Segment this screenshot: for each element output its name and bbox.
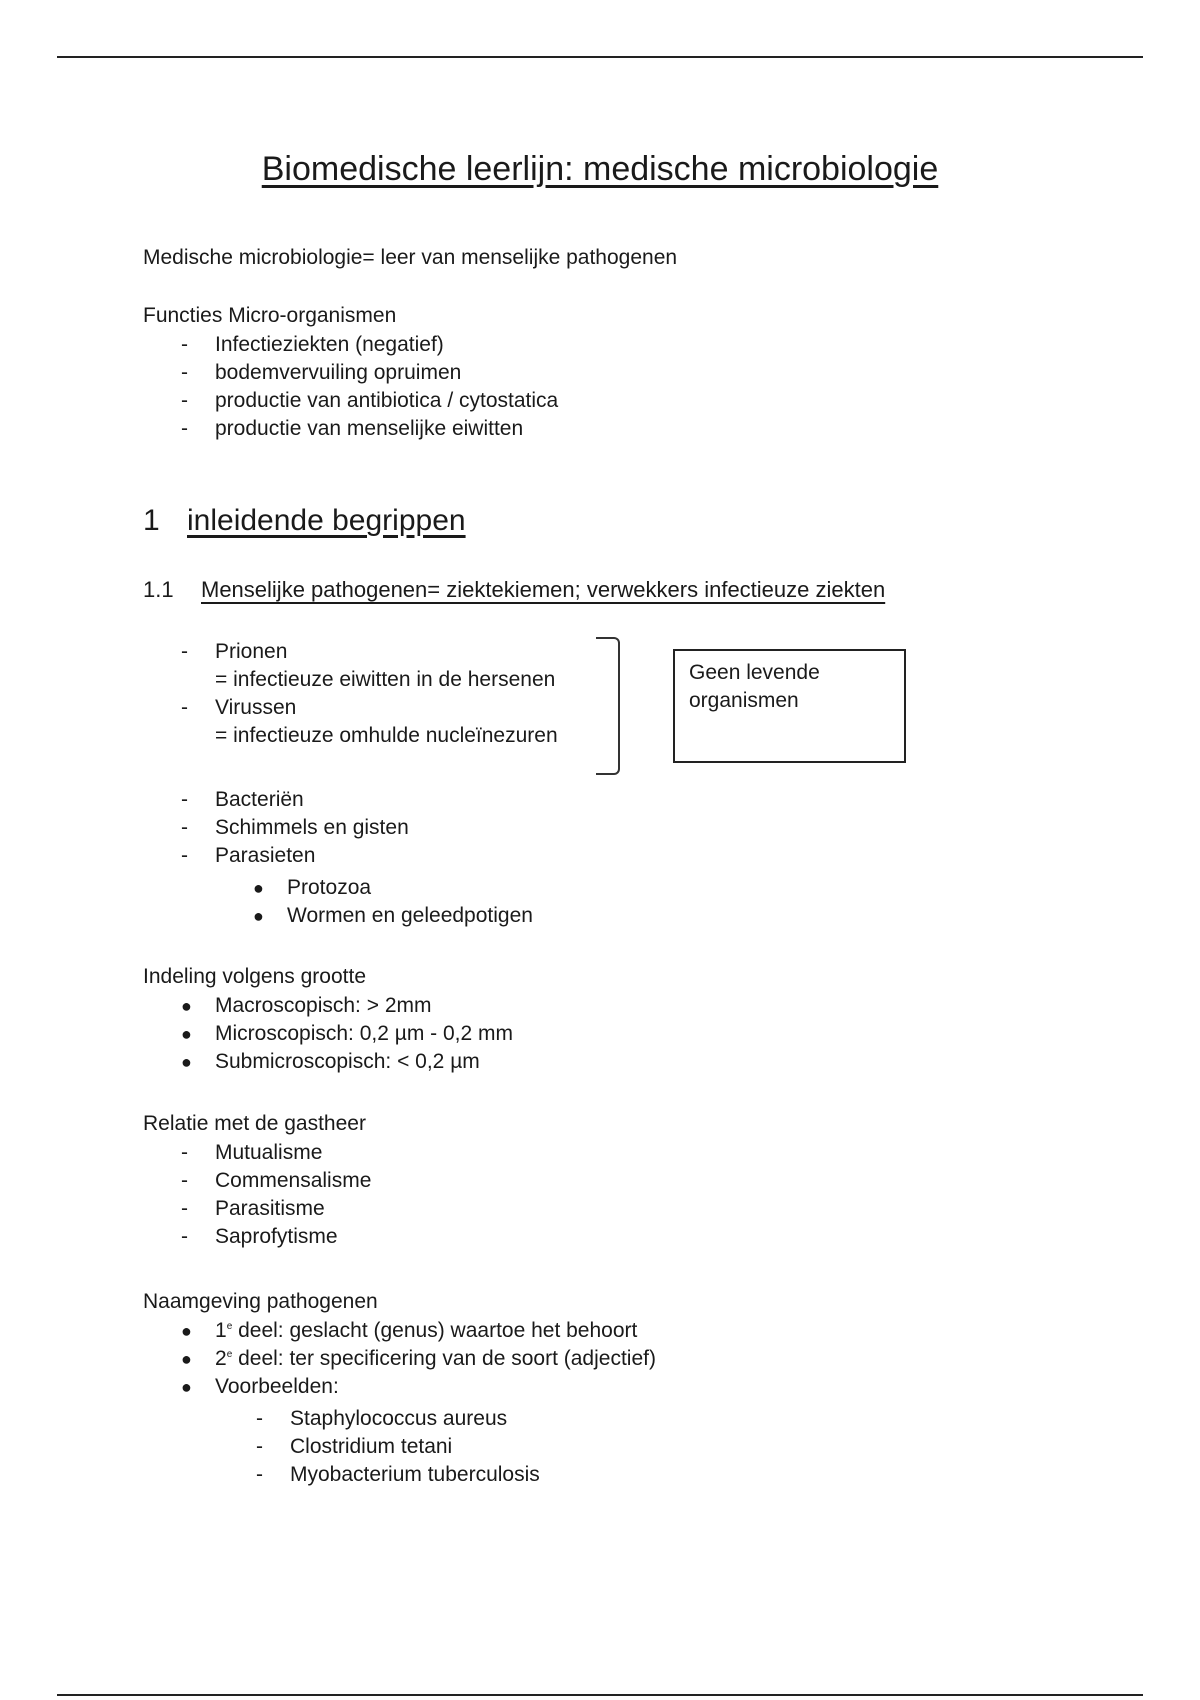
bullet-marker: ● — [181, 996, 192, 1016]
grouping-bracket — [596, 637, 620, 775]
section-heading-1-1: 1.1 Menselijke pathogenen= ziektekiemen; verwekkers infectieuze ziekten — [143, 577, 886, 602]
pathogen-list — [143, 786, 409, 870]
dash-marker: - — [181, 1197, 188, 1220]
list-item: ● 2e deel: ter specificering van de soort (adjectief) — [143, 1345, 656, 1373]
list-item: - Saprofytisme — [143, 1223, 371, 1251]
list-item: - Bacteriën — [143, 786, 409, 814]
dash-marker: - — [181, 1225, 188, 1248]
callout-box: Geen levende organismen — [673, 649, 906, 763]
list-item: - Myobacterium tuberculosis — [218, 1461, 540, 1489]
relatie-heading: Relatie met de gastheer — [143, 1112, 366, 1135]
section-heading-1: 1 inleidende begrippen — [143, 504, 466, 537]
bullet-marker: ● — [181, 1024, 192, 1044]
dash-marker: - — [181, 696, 188, 719]
naamgeving-list — [143, 1317, 656, 1401]
list-item: - Clostridium tetani — [218, 1433, 540, 1461]
list-item: - Staphylococcus aureus — [218, 1405, 540, 1433]
list-item: ● 1e deel: geslacht (genus) waartoe het behoort — [143, 1317, 656, 1345]
dash-marker: - — [181, 1141, 188, 1164]
footer-rule — [57, 1694, 1143, 1696]
list-item: ● Protozoa — [215, 874, 533, 902]
definition-text: Medische microbiologie= leer van menselijke pathogenen — [143, 246, 678, 269]
dash-marker: - — [181, 788, 188, 811]
dash-marker: - — [181, 640, 188, 663]
bullet-marker: ● — [181, 1349, 192, 1369]
parasite-sublist — [215, 874, 533, 930]
bullet-marker: ● — [253, 906, 264, 926]
dash-marker: - — [181, 333, 188, 356]
list-item-continuation: = infectieuze omhulde nucleïnezuren — [215, 724, 558, 747]
dash-marker: - — [181, 417, 188, 440]
dash-marker: - — [181, 816, 188, 839]
grootte-heading: Indeling volgens grootte — [143, 965, 366, 988]
list-item: ● Wormen en geleedpotigen — [215, 902, 533, 930]
header-rule — [57, 56, 1143, 58]
dash-marker: - — [181, 361, 188, 384]
bullet-marker: ● — [181, 1377, 192, 1397]
dash-marker: - — [181, 389, 188, 412]
page-title: Biomedische leerlijn: medische microbiologie — [261, 150, 939, 188]
list-item: ● Microscopisch: 0,2 µm - 0,2 mm — [143, 1020, 513, 1048]
bullet-marker: ● — [181, 1321, 192, 1341]
list-item: - Schimmels en gisten — [143, 814, 409, 842]
dash-marker: - — [181, 1169, 188, 1192]
list-item: - Prionen — [143, 638, 558, 666]
non-living-list — [143, 638, 558, 750]
list-item: ● Voorbeelden: — [143, 1373, 656, 1401]
grootte-list — [143, 992, 513, 1076]
list-item: - productie van antibiotica / cytostatica — [143, 387, 558, 415]
relatie-list — [143, 1139, 371, 1251]
dash-marker: - — [181, 844, 188, 867]
list-item: - Infectieziekten (negatief) — [143, 331, 558, 359]
naamgeving-heading: Naamgeving pathogenen — [143, 1290, 378, 1313]
list-item: - Virussen — [143, 694, 558, 722]
list-item: - Parasieten — [143, 842, 409, 870]
dash-marker: - — [256, 1407, 263, 1430]
list-item: - productie van menselijke eiwitten — [143, 415, 558, 443]
dash-marker: - — [256, 1463, 263, 1486]
list-item: ● Submicroscopisch: < 0,2 µm — [143, 1048, 513, 1076]
list-item: - Parasitisme — [143, 1195, 371, 1223]
list-item: - Commensalisme — [143, 1167, 371, 1195]
dash-marker: - — [256, 1435, 263, 1458]
functies-list — [143, 331, 558, 443]
list-item-continuation: = infectieuze eiwitten in de hersenen — [215, 668, 556, 691]
bullet-marker: ● — [181, 1052, 192, 1072]
examples-list — [218, 1405, 540, 1489]
list-item: - bodemvervuiling opruimen — [143, 359, 558, 387]
functies-heading: Functies Micro-organismen — [143, 304, 397, 327]
list-item: ● Macroscopisch: > 2mm — [143, 992, 513, 1020]
bullet-marker: ● — [253, 878, 264, 898]
list-item: - Mutualisme — [143, 1139, 371, 1167]
